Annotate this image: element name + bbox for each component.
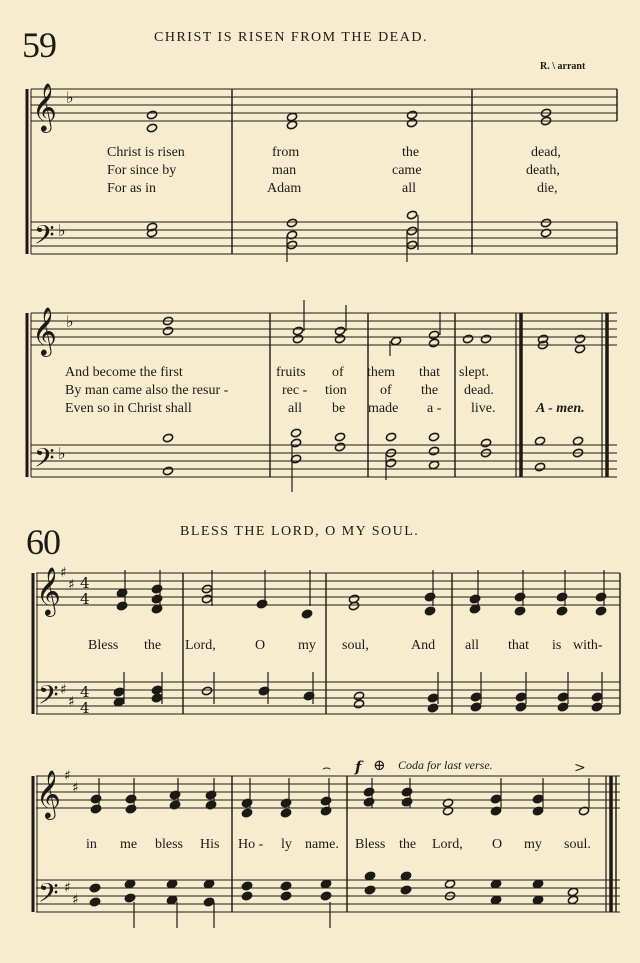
note-head: [428, 338, 439, 348]
note-head: [162, 326, 173, 336]
note-head: [151, 693, 162, 703]
lyric: bless: [155, 837, 183, 852]
lyric: the: [421, 383, 439, 398]
note-head: [286, 218, 297, 228]
note-head: [292, 326, 303, 336]
lyric: in: [86, 837, 97, 852]
sharp-key-signature-icon: ♯: [60, 565, 67, 581]
sharp-key-signature-icon: ♯: [72, 892, 79, 908]
dynamic-forte: f: [355, 758, 362, 776]
note-head: [534, 462, 545, 472]
note-head: [490, 879, 501, 889]
flat-key-signature-icon: ♭: [58, 444, 66, 463]
lyric: all: [402, 181, 416, 196]
note-head: [406, 110, 417, 120]
note-head: [116, 588, 127, 598]
note-head: [320, 891, 331, 901]
sharp-key-signature-icon: ♯: [64, 768, 71, 784]
note-head: [480, 334, 491, 344]
lyric: soul,: [342, 638, 369, 653]
note-head: [363, 797, 374, 807]
note-head: [280, 808, 291, 818]
note-head: [591, 692, 602, 702]
lyric: the: [402, 145, 420, 160]
lyric: ly: [281, 837, 292, 852]
note-head: [427, 703, 438, 713]
note-head: [424, 606, 435, 616]
note-head: [574, 344, 585, 354]
treble-clef-icon: 𝄞: [36, 769, 61, 818]
note-head: [595, 606, 606, 616]
bass-clef-icon: 𝄢: [38, 679, 59, 717]
treble-clef-icon: 𝄞: [32, 306, 57, 355]
lyric: Lord,: [185, 638, 216, 653]
note-head: [89, 883, 100, 893]
note-head: [241, 881, 252, 891]
note-head: [113, 687, 124, 697]
hymn-59-title: CHRIST IS RISEN FROM THE DEAD.: [154, 30, 428, 45]
note-head: [166, 879, 177, 889]
note-head: [400, 871, 411, 881]
sharp-key-signature-icon: ♯: [68, 694, 75, 710]
lyric: Christ is risen: [107, 145, 185, 160]
coda-icon: ⊕: [373, 756, 386, 774]
note-head: [353, 699, 364, 709]
note-head: [469, 604, 480, 614]
lyric: from: [272, 145, 300, 160]
note-head: [556, 606, 567, 616]
note-head: [90, 804, 101, 814]
note-head: [116, 601, 127, 611]
lyric: man: [272, 163, 297, 178]
note-head: [89, 897, 100, 907]
note-head: [166, 895, 177, 905]
flat-key-signature-icon: ♭: [58, 221, 66, 240]
note-head: [320, 796, 331, 806]
note-head: [334, 442, 345, 452]
hymn-59-composer: R. \ arrant: [540, 61, 586, 72]
note-head: [385, 458, 396, 468]
note-head: [241, 891, 252, 901]
note-head: [532, 895, 543, 905]
note-head: [124, 893, 135, 903]
lyric: Bless: [88, 638, 119, 653]
lyric: For since by: [107, 163, 177, 178]
note-head: [151, 685, 162, 695]
lyric: a -: [427, 401, 442, 416]
note-head: [201, 686, 212, 696]
note-head: [401, 797, 412, 807]
bass-clef-icon: 𝄢: [34, 219, 55, 257]
note-head: [400, 885, 411, 895]
note-head: [532, 879, 543, 889]
note-head: [125, 804, 136, 814]
bass-clef-icon: 𝄢: [38, 877, 59, 915]
note-head: [401, 787, 412, 797]
note-head: [151, 584, 162, 594]
lyric: rec -: [282, 383, 308, 398]
note-head: [146, 123, 157, 133]
lyric: that: [419, 365, 440, 380]
lyric: dead.: [464, 383, 494, 398]
amen-label: A - men.: [536, 401, 585, 416]
note-head: [470, 692, 481, 702]
note-head: [515, 702, 526, 712]
time-signature-numerator: 4: [80, 683, 90, 701]
lyric: that: [508, 638, 529, 653]
note-head: [574, 334, 585, 344]
note-head: [113, 697, 124, 707]
lyric: live.: [471, 401, 496, 416]
note-head: [591, 702, 602, 712]
time-signature-denominator: 4: [80, 590, 90, 608]
note-head: [428, 460, 439, 470]
lyric: me: [120, 837, 138, 852]
note-head: [567, 887, 578, 897]
lyric: slept.: [459, 365, 489, 380]
note-head: [241, 808, 252, 818]
note-head: [557, 702, 568, 712]
note-head: [201, 594, 212, 604]
treble-clef-icon: 𝄞: [32, 82, 57, 131]
note-head: [424, 592, 435, 602]
lyric: is: [552, 638, 562, 653]
note-head: [556, 592, 567, 602]
sharp-key-signature-icon: ♯: [64, 880, 71, 896]
hymn-60-number: 60: [26, 522, 60, 562]
lyric: the: [144, 638, 162, 653]
note-head: [469, 594, 480, 604]
note-head: [532, 794, 543, 804]
lyric: my: [524, 837, 542, 852]
note-head: [334, 326, 345, 336]
hymn-60-title: BLESS THE LORD, O MY SOUL.: [180, 524, 420, 539]
note-head: [514, 592, 525, 602]
lyric: came: [392, 163, 422, 178]
bass-clef-icon: 𝄢: [34, 442, 55, 480]
note-head: [348, 601, 359, 611]
lyric: them: [367, 365, 395, 380]
lyric: Ho -: [238, 837, 264, 852]
lyric: Even so in Christ shall: [65, 401, 192, 416]
lyric: fruits: [276, 365, 306, 380]
note-head: [125, 794, 136, 804]
note-head: [572, 436, 583, 446]
note-head: [557, 692, 568, 702]
note-head: [151, 604, 162, 614]
lyric: be: [332, 401, 346, 416]
fermata-icon: ⌢: [322, 760, 332, 776]
lyric: His: [200, 837, 220, 852]
note-head: [301, 609, 312, 619]
lyric: the: [399, 837, 417, 852]
note-head: [444, 879, 455, 889]
note-head: [406, 240, 417, 250]
lyric: name.: [305, 837, 339, 852]
note-head: [162, 466, 173, 476]
sharp-key-signature-icon: ♯: [60, 682, 67, 698]
lyric: And become the first: [65, 365, 183, 380]
lyric: die,: [537, 181, 558, 196]
lyric: Adam: [267, 181, 302, 196]
note-head: [290, 428, 301, 438]
note-head: [286, 120, 297, 130]
lyric: tion: [325, 383, 347, 398]
note-head: [427, 693, 438, 703]
note-head: [363, 787, 374, 797]
lyric: of: [332, 365, 344, 380]
note-head: [162, 433, 173, 443]
note-head: [334, 334, 345, 344]
lyric: death,: [526, 163, 560, 178]
note-head: [280, 881, 291, 891]
lyric: dead,: [531, 145, 561, 160]
flat-key-signature-icon: ♭: [66, 312, 74, 331]
note-head: [515, 692, 526, 702]
note-head: [385, 432, 396, 442]
lyric: Bless: [355, 837, 386, 852]
note-head: [406, 210, 417, 220]
note-head: [124, 879, 135, 889]
lyric: O: [255, 638, 266, 653]
note-head: [286, 112, 297, 122]
note-head: [364, 871, 375, 881]
note-head: [595, 592, 606, 602]
note-head: [406, 226, 417, 236]
lyric: By man came also the resur -: [65, 383, 229, 398]
note-head: [514, 606, 525, 616]
note-head: [203, 897, 214, 907]
lyric: all: [288, 401, 302, 416]
sharp-key-signature-icon: ♯: [72, 780, 79, 796]
lyric: Lord,: [432, 837, 463, 852]
lyric: And: [411, 638, 436, 653]
note-head: [428, 330, 439, 340]
accent-icon: >: [574, 760, 586, 776]
lyric: my: [298, 638, 316, 653]
note-head: [203, 879, 214, 889]
note-head: [480, 438, 491, 448]
time-signature-numerator: 4: [80, 574, 90, 592]
note-head: [286, 240, 297, 250]
time-signature-denominator: 4: [80, 699, 90, 717]
note-head: [462, 334, 473, 344]
note-head: [428, 446, 439, 456]
treble-clef-icon: 𝄞: [36, 566, 61, 615]
lyric: all: [465, 638, 479, 653]
lyric: made: [368, 401, 399, 416]
lyric: with-: [573, 638, 603, 653]
lyric: O: [492, 837, 503, 852]
note-head: [280, 891, 291, 901]
note-head: [292, 334, 303, 344]
note-head: [320, 879, 331, 889]
note-head: [540, 218, 551, 228]
note-head: [567, 895, 578, 905]
lyric: soul.: [564, 837, 591, 852]
note-head: [90, 794, 101, 804]
note-head: [470, 702, 481, 712]
note-head: [390, 336, 401, 346]
lyric: of: [380, 383, 392, 398]
note-head: [256, 599, 267, 609]
note-head: [490, 794, 501, 804]
note-head: [490, 895, 501, 905]
hymn-59-number: 59: [22, 25, 56, 65]
coda-label: Coda for last verse.: [398, 758, 493, 772]
note-head: [151, 594, 162, 604]
note-head: [406, 118, 417, 128]
note-head: [364, 885, 375, 895]
note-head: [353, 691, 364, 701]
note-head: [334, 432, 345, 442]
sharp-key-signature-icon: ♯: [68, 577, 75, 593]
note-head: [428, 432, 439, 442]
note-head: [146, 110, 157, 120]
flat-key-signature-icon: ♭: [66, 88, 74, 107]
lyric: For as in: [107, 181, 156, 196]
note-head: [534, 436, 545, 446]
